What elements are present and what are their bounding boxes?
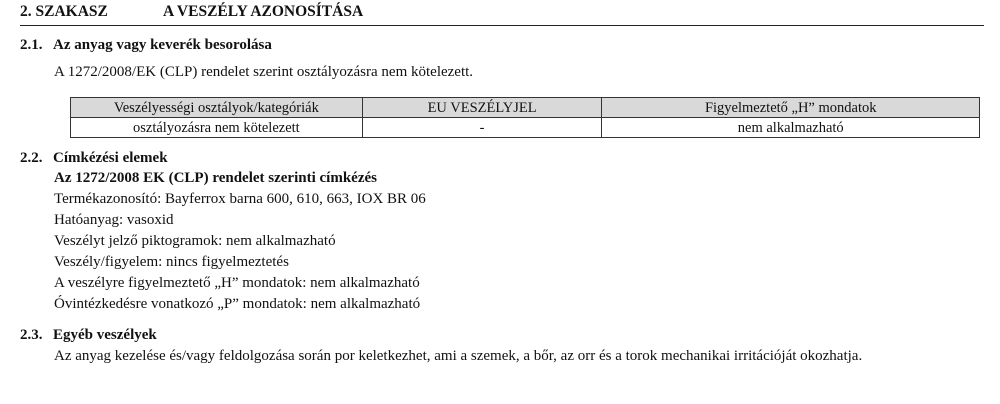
subsection-number: 2.1. (20, 37, 43, 53)
subsection-title: Címkézési elemek (53, 150, 168, 166)
cell-hazard-class: osztályozásra nem kötelezett (71, 118, 363, 138)
header-h-statements: Figyelmeztető „H” mondatok (602, 98, 980, 118)
other-hazards-paragraph: Az anyag kezelése és/vagy feldolgozása során por keletkezhet, ami a szemek, a bőr, az orr és a torok mechanikai irritációját okozhatja. (54, 348, 863, 364)
header-eu-symbol: EU VESZÉLYJEL (362, 98, 602, 118)
subsection-title: Az anyag vagy keverék besorolása (53, 37, 272, 53)
cell-eu-symbol: - (362, 118, 602, 138)
classification-statement: A 1272/2008/EK (CLP) rendelet szerint osztályozásra nem kötelezett. (54, 64, 474, 80)
header-hazard-class: Veszélyességi osztályok/kategóriák (71, 98, 363, 118)
subsection-2-2-heading (20, 150, 168, 167)
p-statements-line: Óvintézkedésre vonatkozó „P” mondatok: nem alkalmazható (54, 296, 421, 312)
section-number: 2. SZAKASZ (20, 3, 108, 20)
table-row (71, 118, 980, 138)
cell-h-statements: nem alkalmazható (602, 118, 980, 138)
subsection-number: 2.3. (20, 327, 43, 343)
subsection-2-1-heading (20, 37, 272, 54)
product-identifier: Termékazonosító: Bayferrox barna 600, 610, 663, IOX BR 06 (54, 191, 426, 207)
subsection-2-3-heading (20, 327, 157, 344)
labelling-subtitle: Az 1272/2008 EK (CLP) rendelet szerinti címkézés (54, 170, 377, 186)
classification-table (70, 97, 980, 138)
active-substance: Hatóanyag: vasoxid (54, 212, 174, 228)
section-header (20, 3, 984, 26)
subsection-title: Egyéb veszélyek (53, 327, 157, 343)
h-statements-line: A veszélyre figyelmeztető „H” mondatok: nem alkalmazható (54, 275, 420, 291)
subsection-number: 2.2. (20, 150, 43, 166)
section-title: A VESZÉLY AZONOSÍTÁSA (163, 3, 364, 20)
pictograms-line: Veszélyt jelző piktogramok: nem alkalmazható (54, 233, 336, 249)
table-header-row (71, 98, 980, 118)
signal-word-line: Veszély/figyelem: nincs figyelmeztetés (54, 254, 289, 270)
